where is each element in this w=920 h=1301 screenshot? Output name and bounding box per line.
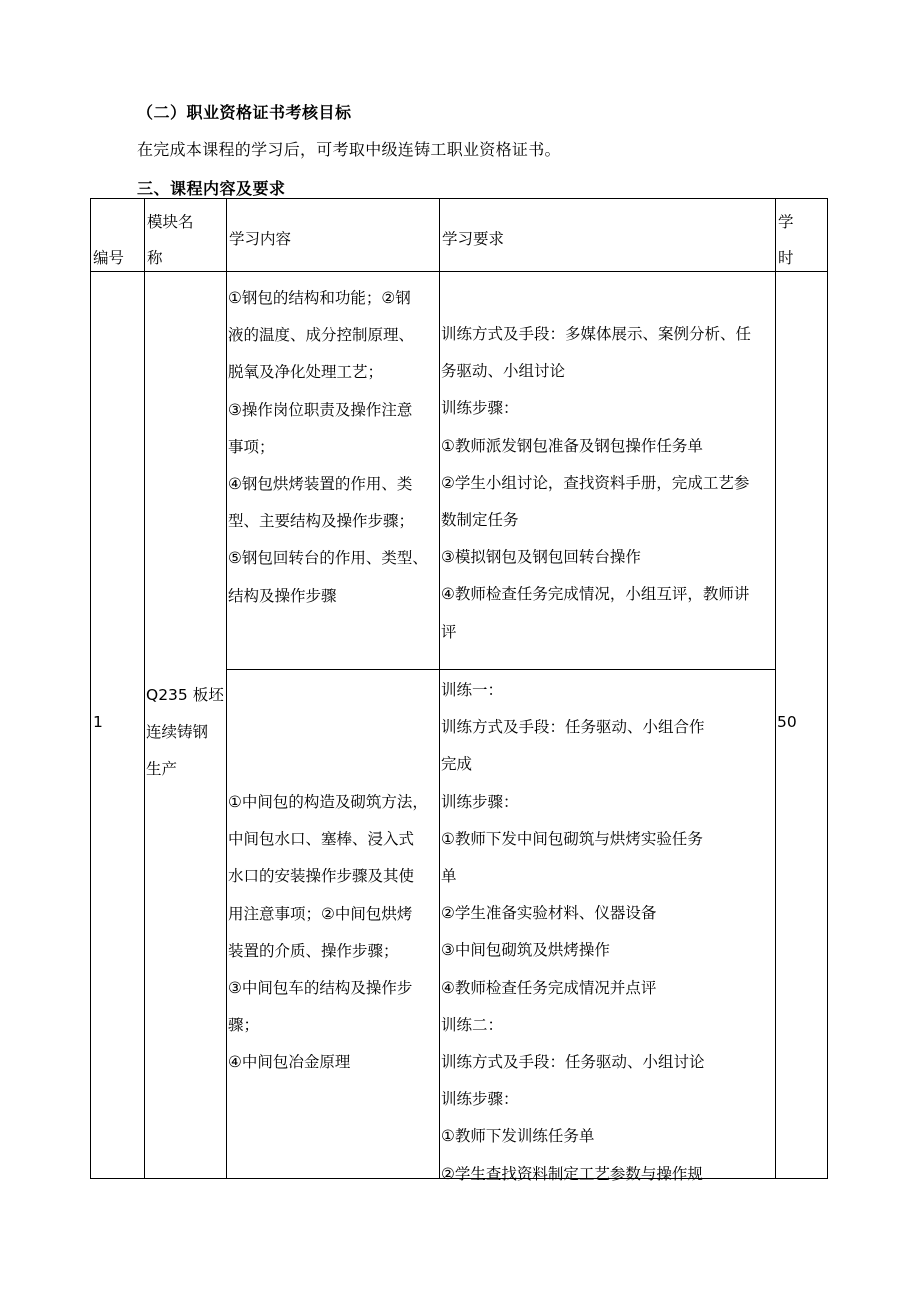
content-line: ⑤钢包回转台的作用、类型、 (228, 549, 428, 568)
content-line: ①钢包的结构和功能；②钢 (228, 289, 411, 307)
table-header-divider (90, 271, 828, 272)
requirement-line: 务驱动、小组讨论 (441, 362, 566, 381)
requirement-line: ①教师下发训练任务单 (441, 1127, 595, 1146)
requirement-line: 训练步骤： (441, 399, 519, 418)
content-line: ③中间包车的结构及操作步 (228, 979, 413, 998)
table-border-left (90, 198, 91, 1179)
requirement-line: 训练二： (441, 1015, 504, 1034)
content-line: ①中间包的构造及砌筑方法， (228, 793, 428, 811)
table-divider-3 (439, 198, 440, 1179)
content-line: 事项； (228, 437, 275, 456)
requirement-line: 训练步骤： (441, 792, 519, 811)
content-line: 结构及操作步骤 (228, 586, 337, 605)
section-paragraph-certificate: 在完成本课程的学习后，可考取中级连铸工职业资格证书。 (137, 140, 561, 159)
requirement-line: 训练步骤： (441, 1090, 519, 1109)
requirement-line: 完成 (441, 755, 473, 774)
header-hours-line2: 时 (778, 249, 794, 267)
table-divider-4 (775, 198, 776, 1179)
content-line: 脱氧及净化处理工艺； (228, 363, 384, 382)
header-module-line1: 模块名 (147, 213, 194, 231)
module-line: Q235 板坯 (146, 686, 224, 704)
content-line: ④中间包冶金原理 (228, 1053, 351, 1072)
row-number: 1 (93, 713, 103, 731)
row-module-name (146, 677, 224, 789)
header-requirement: 学习要求 (442, 230, 505, 248)
header-module-line2: 称 (147, 249, 163, 267)
course-content-table (90, 198, 828, 1183)
table-border-right (827, 198, 828, 1179)
content-line: 水口的安装操作步骤及其使 (228, 867, 415, 886)
content-line: 骤； (228, 1016, 260, 1035)
table-divider-1 (144, 198, 145, 1179)
requirement-line: ④教师检查任务完成情况，小组互评，教师讲 (441, 585, 750, 604)
section-heading-course-content: 三、课程内容及要求 (137, 179, 286, 198)
content-line: ③操作岗位职责及操作注意 (228, 400, 413, 419)
content-line: 液的温度、成分控制原理、 (228, 326, 415, 345)
requirement-line: 单 (441, 867, 457, 886)
header-hours-line1: 学 (778, 213, 794, 231)
requirement-cell-tundish (441, 672, 705, 1193)
requirement-line: ①教师下发中间包砌筑与烘烤实验任务 (441, 829, 703, 848)
table-divider-2 (226, 198, 227, 1179)
requirement-line: 评 (441, 622, 457, 641)
header-number: 编号 (93, 249, 125, 267)
content-line: ④钢包烘烤装置的作用、类 (228, 475, 413, 494)
requirement-line: 训练方式及手段：任务驱动、小组合作 (441, 718, 705, 737)
requirement-line: ③中间包砌筑及烘烤操作 (441, 941, 610, 960)
section-heading-certificate: （二）职业资格证书考核目标 (137, 103, 352, 122)
content-line: 装置的介质、操作步骤； (228, 941, 399, 960)
requirement-line: ②学生准备实验材料、仪器设备 (441, 904, 657, 923)
requirement-line: ②学生小组讨论，查找资料手册，完成工艺参 (441, 473, 750, 492)
requirement-line: ①教师派发钢包准备及钢包操作任务单 (441, 436, 703, 455)
content-line: 型、主要结构及操作步骤； (228, 512, 415, 531)
table-border-top (90, 198, 828, 199)
requirement-cell-ladle (441, 316, 751, 651)
module-line: 连续铸钢 (146, 723, 209, 742)
content-cell-ladle (228, 280, 428, 615)
module-line: 生产 (146, 760, 178, 779)
requirement-line: ④教师检查任务完成情况并点评 (441, 978, 657, 997)
requirement-line: 数制定任务 (441, 511, 519, 530)
table-subrow-divider (226, 669, 776, 670)
requirement-line: 训练方式及手段：多媒体展示、案例分析、任 (441, 325, 752, 343)
content-cell-tundish (228, 784, 428, 1082)
requirement-line: ③模拟钢包及钢包回转台操作 (441, 548, 641, 567)
requirement-line: 训练方式及手段：任务驱动、小组讨论 (441, 1053, 705, 1072)
content-line: 用注意事项；②中间包烘烤 (228, 904, 413, 923)
requirement-line: 训练一： (441, 681, 504, 699)
requirement-line: ②学生查找资料制定工艺参数与操作规 (441, 1164, 703, 1183)
content-line: 中间包水口、塞棒、浸入式 (228, 830, 415, 849)
header-content: 学习内容 (229, 230, 292, 248)
row-hours: 50 (777, 713, 797, 731)
